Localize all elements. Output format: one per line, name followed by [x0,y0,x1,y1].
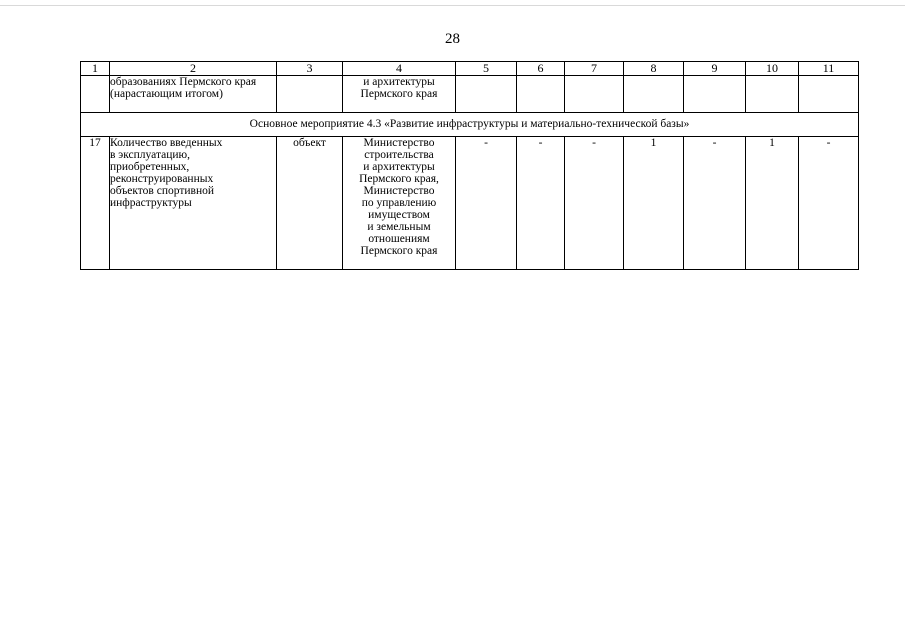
scan-edge-line [0,5,905,6]
value-cell: 1 [746,137,799,270]
empty-cell [456,76,517,113]
responsible-line: строительства [364,149,434,161]
empty-cell [517,76,565,113]
indicator-line: приобретенных, [110,161,190,173]
indicator-cell [110,137,277,270]
responsible-line: и земельным [367,221,431,233]
column-number: 6 [517,62,565,76]
column-number: 1 [81,62,110,76]
indicator-line: Количество введенных [110,137,223,149]
responsible-line: Пермского края, [359,173,439,185]
indicator-line: в эксплуатацию, [110,149,190,161]
value-cell: - [684,137,746,270]
indicator-line: инфраструктуры [110,197,192,209]
value-cell: - [565,137,624,270]
row-number: 17 [81,137,110,270]
table-row [81,137,859,270]
responsible-line: и архитектуры [363,161,435,173]
column-number: 3 [277,62,343,76]
continued-row [81,76,859,113]
responsible-line: имуществом [368,209,430,221]
column-number-row [81,62,859,76]
column-number: 7 [565,62,624,76]
section-row [81,113,859,137]
responsible-cell: и архитектуры Пермского края [343,76,456,113]
unit-cell: объект [277,137,343,270]
responsible-line: Пермского края [360,245,438,257]
section-title: Основное мероприятие 4.3 «Развитие инфраструктуры и материально-технической базы» [81,113,859,137]
column-number: 11 [799,62,859,76]
empty-cell [81,76,110,113]
value-cell: - [799,137,859,270]
empty-cell [277,76,343,113]
responsible-line: по управлению [361,197,437,209]
indicator-line: реконструированных [110,173,214,185]
column-number: 5 [456,62,517,76]
indicator-cell: образованиях Пермского края (нарастающим итогом) [110,76,277,113]
responsible-line: Министерство [363,137,435,149]
empty-cell [684,76,746,113]
indicators-table [80,61,859,270]
column-number: 9 [684,62,746,76]
value-cell: 1 [624,137,684,270]
empty-cell [624,76,684,113]
value-cell: - [456,137,517,270]
responsible-cell [343,137,456,270]
responsible-line: Министерство [363,185,435,197]
column-number: 2 [110,62,277,76]
column-number: 4 [343,62,456,76]
column-number: 8 [624,62,684,76]
indicator-line: объектов спортивной [110,185,215,197]
page-number: 28 [445,31,460,47]
empty-cell [799,76,859,113]
empty-cell [565,76,624,113]
empty-cell [746,76,799,113]
column-number: 10 [746,62,799,76]
value-cell: - [517,137,565,270]
responsible-line: отношениям [368,233,430,245]
